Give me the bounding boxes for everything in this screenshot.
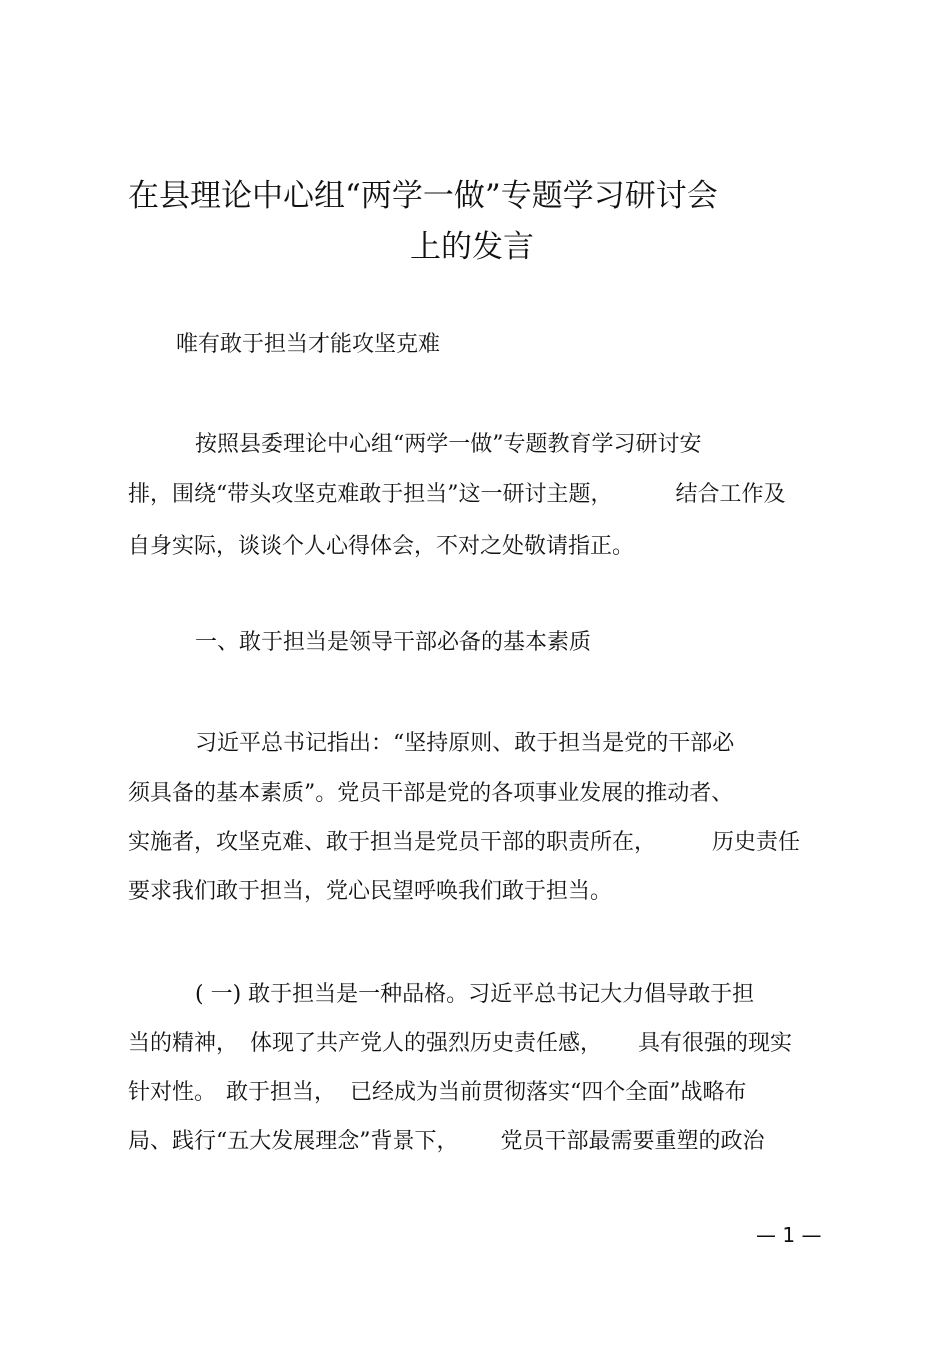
text-segment: 党员干部最需要重塑的政治 — [500, 1129, 765, 1154]
paragraph-line: 自身实际，谈谈个人心得体会，不对之处敬请指正。 — [128, 534, 635, 559]
text-segment: 结合工作及 — [675, 482, 786, 507]
paragraph-line — [128, 828, 800, 858]
paragraph-line: ( 一) 敢于担当是一种品格。习近平总书记大力倡导敢于担 — [195, 982, 755, 1007]
text-segment: 已经成为当前贯彻落实“四个全面”战略布 — [350, 1080, 747, 1105]
text-segment: 敢于担当， — [226, 1080, 337, 1105]
paragraph-line — [128, 480, 786, 510]
text-segment: 体现了共产党人的强烈历史责任感， — [250, 1031, 603, 1056]
paragraph-line: 要求我们敢于担当，党心民望呼唤我们敢于担当。 — [128, 879, 613, 904]
text-segment: 排，围绕“带头攻坚克难敢于担当”这一研讨主题， — [128, 482, 613, 507]
page-number: — 1 — — [756, 1223, 822, 1247]
document-title-line-1: 在县理论中心组“两学一做”专题学习研讨会 — [128, 178, 718, 214]
paragraph-line — [128, 1078, 747, 1108]
paragraph-line: 须具备的基本素质”。党员干部是党的各项事业发展的推动者、 — [128, 781, 734, 806]
text-segment: 具有很强的现实 — [638, 1031, 793, 1056]
text-segment: 历史责任 — [712, 830, 801, 855]
text-segment: 实施者，攻坚克难、敢于担当是党员干部的职责所在， — [128, 830, 657, 855]
paragraph-line — [128, 1029, 792, 1059]
text-segment: 当的精神， — [128, 1031, 239, 1056]
paragraph-line: 习近平总书记指出：“坚持原则、敢于担当是党的干部必 — [195, 731, 735, 756]
text-segment: 局、践行“五大发展理念”背景下， — [128, 1129, 459, 1154]
text-segment: 针对性。 — [128, 1080, 217, 1105]
section-heading: 一、敢于担当是领导干部必备的基本素质 — [195, 630, 592, 655]
paragraph-line: 按照县委理论中心组“两学一做”专题教育学习研讨安 — [195, 432, 702, 457]
document-subtitle: 唯有敢于担当才能攻坚克难 — [176, 332, 441, 357]
paragraph-line — [128, 1127, 765, 1157]
document-title-line-2: 上的发言 — [410, 229, 534, 265]
